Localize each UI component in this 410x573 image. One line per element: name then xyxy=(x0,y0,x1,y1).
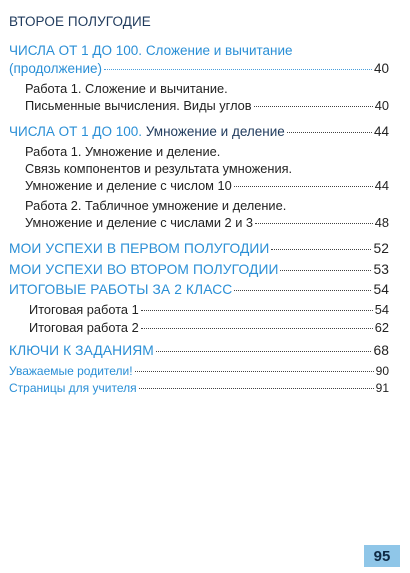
toc-entry-numbers-mul-div[interactable] xyxy=(9,124,389,139)
toc-subentry-line: Работа 2. Табличное умножение и деление. xyxy=(25,198,287,213)
toc-subentry-title: Итоговая работа 1 xyxy=(29,302,139,317)
dot-leader xyxy=(271,248,371,250)
toc-entry-title: МОИ УСПЕХИ В ПЕРВОМ ПОЛУГОДИИ xyxy=(9,241,270,256)
toc-entry-caps: ЧИСЛА ОТ 1 ДО 100. xyxy=(9,124,143,139)
page-number: 40 xyxy=(374,98,389,113)
toc-entry-dear-parents[interactable] xyxy=(9,364,389,378)
page-number: 44 xyxy=(374,178,389,193)
dot-leader xyxy=(135,370,374,372)
toc-entry-first-half-success[interactable] xyxy=(9,241,389,256)
page-number: 54 xyxy=(373,282,389,297)
dot-leader xyxy=(104,68,372,70)
dot-leader xyxy=(156,350,372,352)
section-heading: ВТОРОЕ ПОЛУГОДИЕ xyxy=(9,14,151,29)
toc-entry-title: Сложение и вычитание xyxy=(145,43,293,58)
page-number: 91 xyxy=(375,381,389,395)
toc-entry-title: Умножение и деление xyxy=(145,124,285,139)
dot-leader xyxy=(280,269,371,271)
page-number: 53 xyxy=(373,262,389,277)
toc-subentry-line: Работа 1. Сложение и вычитание. xyxy=(25,81,228,96)
toc-entry-title: КЛЮЧИ К ЗАДАНИЯМ xyxy=(9,343,154,358)
toc-subentry-title: Письменные вычисления. Виды углов xyxy=(25,98,252,113)
toc-subentry-title: Итоговая работа 2 xyxy=(29,320,139,335)
toc-entry-final-works[interactable] xyxy=(9,282,389,297)
toc-subentry-final-work-1[interactable] xyxy=(29,302,389,317)
dot-leader xyxy=(255,222,373,224)
dot-leader xyxy=(141,309,373,311)
toc-subentry-work1-mul-div[interactable] xyxy=(25,178,389,193)
page-number: 54 xyxy=(374,302,389,317)
toc-entry-answer-keys[interactable] xyxy=(9,343,389,358)
toc-entry-numbers-add-sub-cont[interactable] xyxy=(9,61,389,76)
toc-subentry-line: Работа 1. Умножение и деление. xyxy=(25,144,221,159)
page-number: 62 xyxy=(374,320,389,335)
toc-subentry-final-work-2[interactable] xyxy=(29,320,389,335)
toc-subentry-title: Умножение и деление с числом 10 xyxy=(25,178,232,193)
toc-entry-title: ИТОГОВЫЕ РАБОТЫ ЗА 2 КЛАСС xyxy=(9,282,233,297)
toc-entry-numbers-add-sub[interactable] xyxy=(9,43,293,58)
page-number-badge: 95 xyxy=(364,545,400,567)
toc-subentry-line: Связь компонентов и результата умножения. xyxy=(25,161,293,176)
toc-entry-title-cont: (продолжение) xyxy=(9,61,103,76)
page-number: 68 xyxy=(373,343,389,358)
toc-subentry-work2[interactable] xyxy=(25,215,389,230)
toc-subentry-work1-add-sub[interactable] xyxy=(25,98,389,113)
toc-entry-title: Уважаемые родители! xyxy=(9,364,133,378)
page-number: 40 xyxy=(373,61,389,76)
dot-leader xyxy=(139,387,374,389)
toc-entry-caps: ЧИСЛА ОТ 1 ДО 100. xyxy=(9,43,143,58)
toc-entry-teacher-pages[interactable] xyxy=(9,381,389,395)
page-number: 48 xyxy=(374,215,389,230)
dot-leader xyxy=(141,327,373,329)
toc-entry-second-half-success[interactable] xyxy=(9,262,389,277)
page-number: 52 xyxy=(373,241,389,256)
page-number: 44 xyxy=(373,124,389,139)
dot-leader xyxy=(287,131,372,133)
page-number: 90 xyxy=(375,364,389,378)
toc-subentry-title: Умножение и деление с числами 2 и 3 xyxy=(25,215,254,230)
dot-leader xyxy=(254,105,373,107)
dot-leader xyxy=(234,185,373,187)
toc-entry-title: МОИ УСПЕХИ ВО ВТОРОМ ПОЛУГОДИИ xyxy=(9,262,279,277)
toc-entry-title: Страницы для учителя xyxy=(9,381,137,395)
dot-leader xyxy=(234,289,371,291)
